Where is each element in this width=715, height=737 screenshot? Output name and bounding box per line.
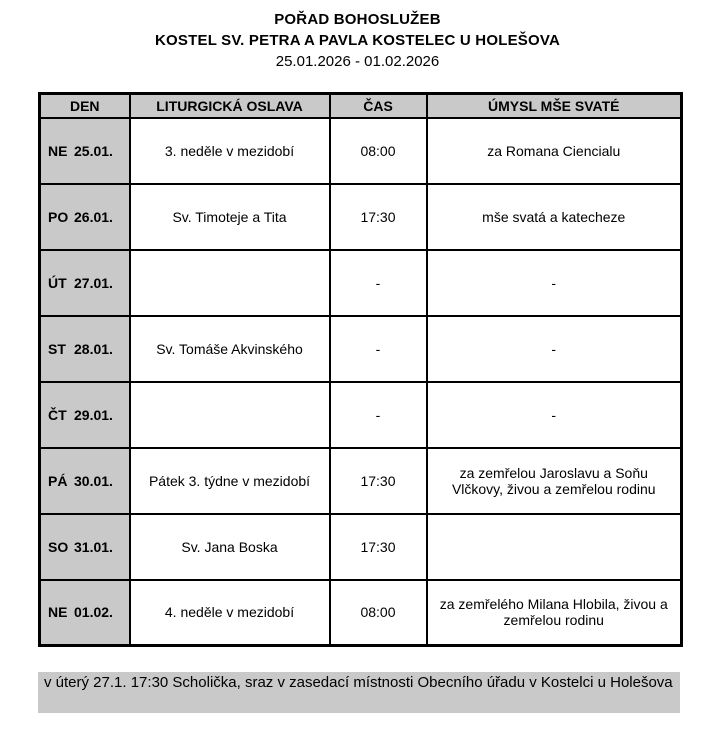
church-name: KOSTEL SV. PETRA A PAVLA KOSTELEC U HOLEŠOVA	[155, 32, 560, 49]
table-row	[40, 580, 682, 646]
celebration-cell: Pátek 3. týdne v mezidobí	[130, 448, 330, 514]
time-cell: -	[330, 382, 427, 448]
time-cell: 08:00	[330, 118, 427, 184]
intention-cell: za zemřelou Jaroslavu a Soňu Vlčkovy, živou a zemřelou rodinu	[427, 448, 682, 514]
table-row	[40, 184, 682, 250]
day-cell	[40, 118, 130, 184]
time-cell: 17:30	[330, 184, 427, 250]
day-cell	[40, 316, 130, 382]
time-cell: -	[330, 250, 427, 316]
celebration-cell	[130, 382, 330, 448]
day-cell	[40, 580, 130, 646]
intention-cell: za zemřelého Milana Hlobila, živou a zemřelou rodinu	[427, 580, 682, 646]
time-cell: 17:30	[330, 514, 427, 580]
day-date: 26.01.	[74, 208, 113, 225]
document-header	[0, 0, 715, 72]
column-header-den: DEN	[40, 94, 130, 118]
time-cell: 08:00	[330, 580, 427, 646]
intention-cell: za Romana Ciencialu	[427, 118, 682, 184]
time-cell: 17:30	[330, 448, 427, 514]
celebration-cell: Sv. Tomáše Akvinského	[130, 316, 330, 382]
intention-cell: -	[427, 250, 682, 316]
day-abbreviation: PÁ	[48, 472, 68, 489]
day-date: 29.01.	[74, 406, 113, 423]
celebration-cell	[130, 250, 330, 316]
intention-cell	[427, 514, 682, 580]
time-cell: -	[330, 316, 427, 382]
table-row	[40, 250, 682, 316]
day-abbreviation: SO	[48, 538, 69, 555]
table-row	[40, 118, 682, 184]
intention-cell: -	[427, 382, 682, 448]
day-cell	[40, 382, 130, 448]
table-row	[40, 448, 682, 514]
day-abbreviation: ČT	[48, 406, 67, 423]
day-abbreviation: ÚT	[48, 274, 67, 291]
day-date: 31.01.	[74, 538, 113, 555]
table-header-row	[40, 94, 682, 118]
celebration-cell: 4. neděle v mezidobí	[130, 580, 330, 646]
footer-note: v úterý 27.1. 17:30 Scholička, sraz v zasedací místnosti Obecního úřadu v Kostelci u Holešova	[38, 672, 680, 713]
table-row	[40, 514, 682, 580]
celebration-cell: 3. neděle v mezidobí	[130, 118, 330, 184]
page-title: POŘAD BOHOSLUŽEB	[274, 11, 441, 28]
day-date: 28.01.	[74, 340, 113, 357]
table-row	[40, 316, 682, 382]
table-row	[40, 382, 682, 448]
celebration-cell: Sv. Timoteje a Tita	[130, 184, 330, 250]
day-cell	[40, 250, 130, 316]
day-date: 25.01.	[74, 142, 113, 159]
column-header-cas: ČAS	[330, 94, 427, 118]
day-abbreviation: NE	[48, 604, 68, 621]
schedule-table	[38, 92, 683, 647]
day-date: 30.01.	[74, 472, 113, 489]
day-cell	[40, 184, 130, 250]
date-range: 25.01.2026 - 01.02.2026	[275, 53, 440, 70]
day-cell	[40, 448, 130, 514]
column-header-umysl-mse-svate: ÚMYSL MŠE SVATÉ	[427, 94, 682, 118]
celebration-cell: Sv. Jana Boska	[130, 514, 330, 580]
intention-cell: mše svatá a katecheze	[427, 184, 682, 250]
day-abbreviation: NE	[48, 142, 68, 159]
column-header-liturgicka-oslava: LITURGICKÁ OSLAVA	[130, 94, 330, 118]
day-abbreviation: ST	[48, 340, 66, 357]
day-date: 27.01.	[74, 274, 113, 291]
day-date: 01.02.	[74, 604, 113, 621]
intention-cell: -	[427, 316, 682, 382]
day-cell	[40, 514, 130, 580]
day-abbreviation: PO	[48, 208, 69, 225]
